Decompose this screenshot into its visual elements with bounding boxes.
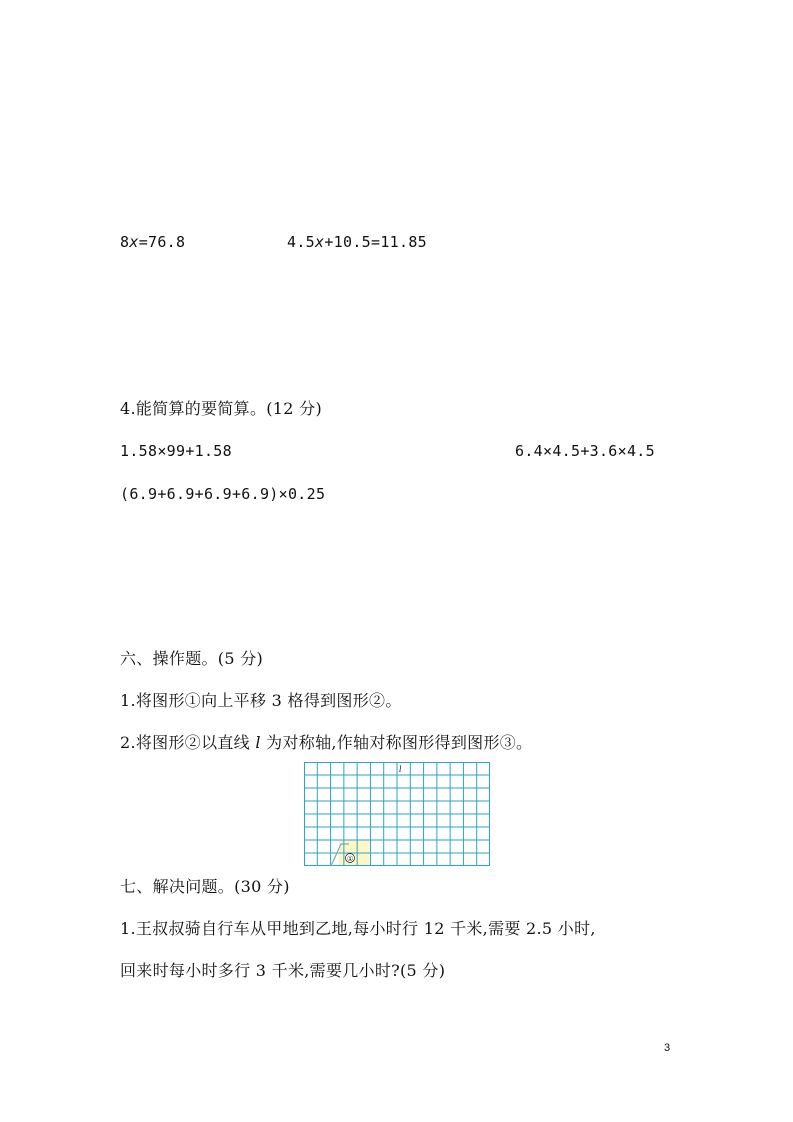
shape-1-label: ① — [347, 855, 354, 863]
operation-question-2-pre: 2.将图形②以直线 — [120, 733, 256, 752]
equation-2-variable: x — [315, 233, 325, 251]
operation-question-2-post: 为对称轴,作轴对称图形得到图形③。 — [260, 733, 533, 752]
axis-variable: l — [255, 733, 261, 752]
operation-question-1: 1.将图形①向上平移 3 格得到图形②。 — [120, 691, 402, 710]
equation-1-variable: x — [129, 233, 139, 251]
equation-1-rest: =76.8 — [138, 233, 186, 251]
section-4-title: 4.能简算的要简算。(12 分) — [120, 399, 322, 418]
equation-2 — [287, 231, 427, 253]
expression-3: (6.9+6.9+6.9+6.9)×0.25 — [120, 485, 326, 503]
section-6-title: 六、操作题。(5 分) — [120, 649, 264, 668]
problem-1-line-1: 1.王叔叔骑自行车从甲地到乙地,每小时行 12 千米,需要 2.5 小时, — [120, 919, 596, 938]
expression-1: 1.58×99+1.58 — [120, 442, 232, 460]
equation-2-coef: 4.5 — [287, 233, 315, 251]
page-number: 3 — [664, 1042, 671, 1054]
operation-question-2 — [120, 732, 532, 754]
section-7-title: 七、解决问题。(30 分) — [120, 877, 290, 896]
expression-2: 6.4×4.5+3.6×4.5 — [515, 442, 655, 460]
equation-1-coef: 8 — [120, 233, 130, 251]
grid-figure — [304, 762, 490, 866]
equation-1 — [120, 231, 185, 253]
problem-1-line-2: 回来时每小时多行 3 千米,需要几小时?(5 分) — [120, 961, 446, 980]
equation-2-rest: +10.5=11.85 — [324, 233, 427, 251]
symmetry-axis-label: l — [399, 765, 402, 774]
